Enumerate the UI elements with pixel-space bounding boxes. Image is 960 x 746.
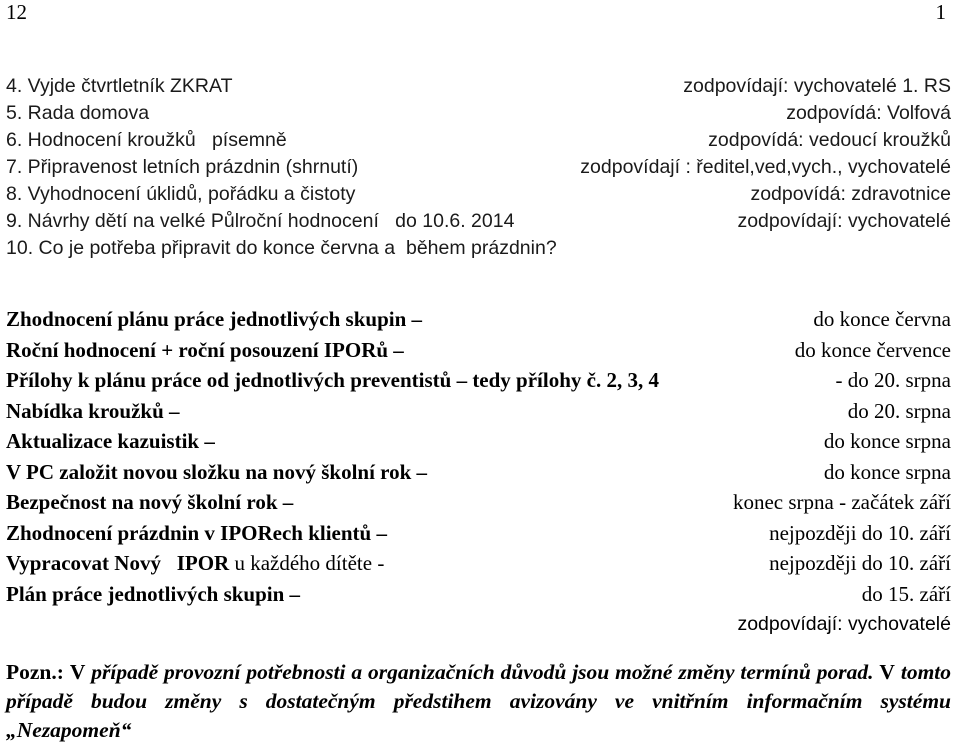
task-responsible-row [6,610,951,641]
agenda-item [6,181,951,208]
task-label: Zhodnocení plánu práce jednotlivých skupin – [6,307,423,331]
note-line2: tomto případě budou změny s dostatečným předstihem avizovány ve vnitřním informačním systému „Nezapomeň“ [6,660,952,742]
agenda-item [6,208,951,235]
task-deadline: konec srpna - začátek září [732,490,951,514]
agenda-item-responsible: zodpovídají: vychovatelé 1. RS [683,75,951,97]
task-deadline: do konce června [813,307,951,331]
agenda-item [6,235,951,262]
task-row [6,549,951,580]
task-row [6,366,951,397]
task-label: V PC založit novou složku na nový školní rok – [6,459,428,484]
agenda-item [6,154,951,181]
task-row [6,488,951,519]
task-deadline: do konce srpna [823,429,951,453]
note-line1: případě provozní potřebnosti a organizačních důvodů jsou možné změny termínů porad. [85,660,874,684]
agenda-item-text: 10. Co je potřeba připravit do konce června a během prázdnin? [6,237,557,259]
task-label [6,549,384,578]
note-prefix: Pozn.: [6,660,64,684]
task-deadline: - do 20. srpna [835,368,951,392]
note-v1: V [69,660,86,684]
agenda-item-responsible: zodpovídají : ředitel,ved,vych., vychovatelé [580,156,951,178]
task-label: Přílohy k plánu práce od jednotlivých preventistů – tedy přílohy č. 2, 3, 4 [6,368,659,392]
task-label-bold: Vypracovat Nový IPOR [6,551,230,575]
agenda-item-responsible: zodpovídá: vedoucí kroužků [708,129,951,151]
page-number-right: 1 [935,0,946,24]
agenda-item-responsible: zodpovídá: Volfová [786,102,951,124]
agenda-item-responsible: zodpovídají: vychovatelé [737,210,951,232]
agenda-item-text: 4. Vyjde čtvrtletník ZKRAT [6,75,233,97]
task-list [6,305,951,641]
task-row [6,458,951,489]
task-deadline: do 20. srpna [847,398,951,423]
agenda-item-text: 8. Vyhodnocení úklidů, pořádku a čistoty [6,183,356,205]
agenda-item-text: 5. Rada domova [6,102,150,124]
task-label: Roční hodnocení + roční posouzení IPORů – [6,337,404,362]
task-label: Aktualizace kazuistik – [6,429,215,453]
page-number-left: 12 [6,0,27,24]
task-row [6,305,951,336]
agenda-item-text: 7. Připravenost letních prázdnin (shrnutí) [6,156,359,178]
task-row [6,519,951,550]
task-label: Nabídka kroužků – [6,398,180,423]
tasks-responsible: zodpovídají: vychovatelé [737,613,951,635]
task-row [6,580,951,611]
agenda-item [6,127,951,154]
note-v2: V [879,660,895,684]
agenda-item-text: 9. Návrhy dětí na velké Půlroční hodnocení do 10.6. 2014 [6,210,515,232]
agenda-item [6,100,951,127]
task-row [6,427,951,458]
agenda-list [6,73,951,262]
agenda-item-text: 6. Hodnocení kroužků písemně [6,129,287,151]
task-label: Bezpečnost na nový školní rok – [6,490,294,514]
agenda-item [6,73,951,100]
task-deadline: do 15. září [861,581,951,606]
task-row [6,397,951,428]
note-paragraph [6,658,951,745]
task-deadline: nejpozději do 10. září [769,551,951,575]
task-label: Zhodnocení prázdnin v IPORech klientů – [6,520,387,545]
task-label: Plán práce jednotlivých skupin – [6,581,301,606]
agenda-item-responsible: zodpovídá: zdravotnice [750,183,951,205]
task-label-normal: u každého dítěte - [229,551,385,575]
task-deadline: do konce července [794,337,951,362]
task-deadline: nejpozději do 10. září [769,520,951,545]
task-row [6,336,951,367]
task-deadline: do konce srpna [823,459,951,484]
